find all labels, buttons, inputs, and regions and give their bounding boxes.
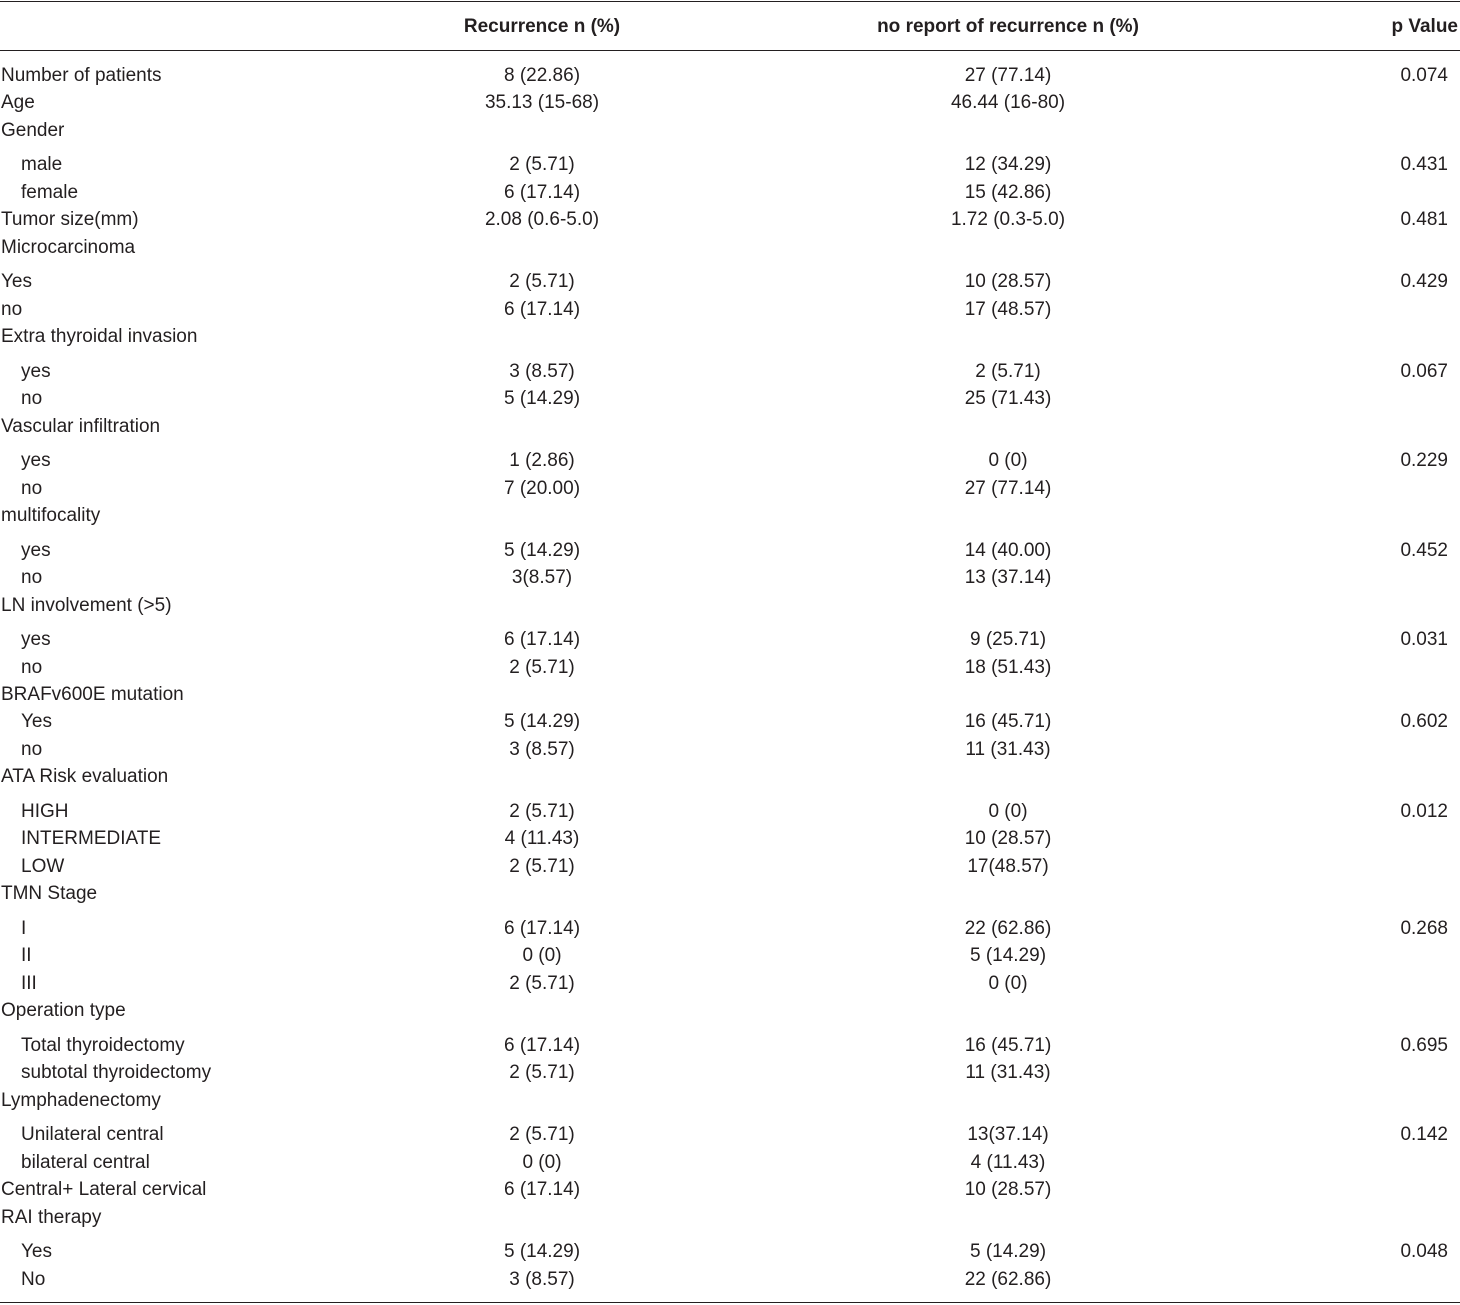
no-recurrence-cell: 17(48.57) [967,856,1049,877]
table-row [0,565,1460,591]
no-recurrence-cell: 11 (31.43) [965,739,1051,760]
row-label-cell: ATA Risk evaluation [1,766,169,787]
table-row [0,207,1460,233]
table-row [0,593,1460,619]
no-recurrence-cell: 11 (31.43) [965,1062,1051,1083]
recurrence-cell: 8 (22.86) [503,65,581,86]
no-recurrence-cell: 0 (0) [988,973,1028,994]
no-recurrence-cell [848,414,1168,440]
table-row [0,1033,1460,1059]
recurrence-cell [382,682,702,708]
table-row [0,737,1460,763]
p-value-cell: 0.142 [1400,1124,1448,1145]
p-value-cell: 0.048 [1400,1241,1448,1262]
no-recurrence-cell [848,998,1168,1024]
no-recurrence-cell [848,1205,1168,1231]
row-label-cell: Microcarcinoma [1,237,136,258]
p-value-cell: 0.429 [1400,271,1448,292]
table-row [0,881,1460,907]
recurrence-cell [382,593,702,619]
row-label-cell: bilateral central [21,1152,150,1173]
recurrence-cell: 6 (17.14) [503,1179,581,1200]
recurrence-cell: 3 (8.57) [509,1269,575,1290]
table-row [0,235,1460,261]
recurrence-cell: 1 (2.86) [509,450,575,471]
row-label-cell: no [21,478,43,499]
table-row [0,359,1460,385]
row-label-cell: Lymphadenectomy [1,1090,161,1111]
recurrence-cell: 6 (17.14) [503,1035,581,1056]
recurrence-cell [382,1088,702,1114]
no-recurrence-cell: 5 (14.29) [969,1241,1047,1262]
table-row [0,118,1460,144]
row-label-cell: no [21,739,43,760]
table-row [0,943,1460,969]
table-row [0,1205,1460,1231]
row-label-cell: III [21,973,37,994]
table-row [0,324,1460,350]
row-label-cell: Tumor size(mm) [1,209,139,230]
recurrence-cell [382,324,702,350]
table-row [0,1060,1460,1086]
p-value-cell: 0.031 [1400,629,1448,650]
recurrence-cell: 3 (8.57) [509,361,575,382]
table-bottom-rule [0,1302,1460,1303]
no-recurrence-cell: 18 (51.43) [964,657,1052,678]
no-recurrence-cell: 16 (45.71) [964,711,1052,732]
table-row [0,63,1460,89]
row-label-cell: yes [21,361,51,382]
recurrence-cell: 5 (14.29) [503,711,581,732]
row-label-cell: Number of patients [1,65,162,86]
table-row [0,627,1460,653]
row-label-cell: yes [21,450,51,471]
no-recurrence-cell: 14 (40.00) [964,540,1052,561]
recurrence-cell: 5 (14.29) [503,1241,581,1262]
row-label-cell: multifocality [1,505,101,526]
no-recurrence-cell: 27 (77.14) [964,65,1052,86]
recurrence-cell [382,118,702,144]
recurrence-cell [382,414,702,440]
no-recurrence-cell [848,881,1168,907]
table-row [0,1150,1460,1176]
table-row [0,180,1460,206]
table-row [0,448,1460,474]
recurrence-cell: 2 (5.71) [509,856,575,877]
no-recurrence-cell: 0 (0) [988,450,1028,471]
no-recurrence-cell: 22 (62.86) [964,1269,1052,1290]
no-recurrence-cell: 10 (28.57) [964,828,1052,849]
no-recurrence-cell [848,503,1168,529]
p-value-cell: 0.012 [1400,801,1448,822]
no-recurrence-cell: 1.72 (0.3-5.0) [950,209,1066,230]
recurrence-cell [382,998,702,1024]
row-label-cell: No [21,1269,46,1290]
recurrence-cell: 2 (5.71) [509,657,575,678]
recurrence-cell: 6 (17.14) [503,182,581,203]
row-label-cell: Age [1,92,35,113]
row-label-cell: Vascular infiltration [1,416,161,437]
table-row [0,682,1460,708]
row-label-cell: subtotal thyroidectomy [21,1062,212,1083]
no-recurrence-cell: 0 (0) [988,801,1028,822]
table-row [0,538,1460,564]
column-header-p-value: p Value [1391,16,1458,37]
no-recurrence-cell: 13(37.14) [967,1124,1049,1145]
column-header-recurrence: Recurrence n (%) [463,16,621,37]
row-label-cell: Yes [21,1241,52,1262]
row-label-cell: LN involvement (>5) [1,595,172,616]
p-value-cell: 0.268 [1400,918,1448,939]
recurrence-cell [382,881,702,907]
recurrence-cell: 6 (17.14) [503,299,581,320]
row-label-cell: HIGH [21,801,69,822]
row-label-cell: female [21,182,79,203]
row-label-cell: I [21,918,27,939]
table-row [0,269,1460,295]
table-row [0,1122,1460,1148]
table-row [0,854,1460,880]
row-label-cell: RAI therapy [1,1207,102,1228]
recurrence-cell: 0 (0) [522,1152,562,1173]
recurrence-cell: 35.13 (15-68) [484,92,600,113]
no-recurrence-cell: 9 (25.71) [969,629,1047,650]
no-recurrence-cell: 10 (28.57) [964,271,1052,292]
row-label-cell: no [21,657,43,678]
recurrence-cell: 2 (5.71) [509,1062,575,1083]
recurrence-cell: 0 (0) [522,945,562,966]
recurrence-cell: 3 (8.57) [509,739,575,760]
p-value-cell: 0.229 [1400,450,1448,471]
table-row [0,799,1460,825]
no-recurrence-cell: 13 (37.14) [964,567,1052,588]
no-recurrence-cell: 27 (77.14) [964,478,1052,499]
recurrence-cell: 2.08 (0.6-5.0) [484,209,600,230]
row-label-cell: no [21,567,43,588]
table-row [0,1088,1460,1114]
table-header-rule [0,50,1460,51]
table-row [0,476,1460,502]
table-row [0,826,1460,852]
recurrence-cell: 5 (14.29) [503,540,581,561]
row-label-cell: LOW [21,856,65,877]
row-label-cell: no [1,299,23,320]
table-top-rule [0,1,1460,2]
table-row [0,386,1460,412]
no-recurrence-cell [848,118,1168,144]
row-label-cell: Extra thyroidal invasion [1,326,198,347]
row-label-cell: yes [21,629,51,650]
recurrence-cell [382,764,702,790]
no-recurrence-cell [848,682,1168,708]
recurrence-cell: 6 (17.14) [503,629,581,650]
recurrence-cell: 2 (5.71) [509,801,575,822]
row-label-cell: Yes [21,711,52,732]
row-label-cell: Operation type [1,1000,126,1021]
table-row [0,971,1460,997]
recurrence-cell: 2 (5.71) [509,154,575,175]
recurrence-cell [382,235,702,261]
row-label-cell: Central+ Lateral cervical [1,1179,207,1200]
p-value-cell: 0.481 [1400,209,1448,230]
table-row [0,655,1460,681]
no-recurrence-cell: 2 (5.71) [975,361,1041,382]
table-row [0,1267,1460,1293]
recurrence-cell: 2 (5.71) [509,973,575,994]
table-row [0,90,1460,116]
recurrence-cell: 2 (5.71) [509,1124,575,1145]
row-label-cell: Unilateral central [21,1124,164,1145]
row-label-cell: Gender [1,120,65,141]
no-recurrence-cell: 25 (71.43) [964,388,1052,409]
no-recurrence-cell [848,764,1168,790]
no-recurrence-cell: 12 (34.29) [964,154,1052,175]
table-row [0,764,1460,790]
row-label-cell: INTERMEDIATE [21,828,162,849]
no-recurrence-cell: 5 (14.29) [969,945,1047,966]
table-row [0,709,1460,735]
p-value-cell: 0.695 [1400,1035,1448,1056]
row-label-cell: no [21,388,43,409]
row-label-cell: Yes [1,271,32,292]
no-recurrence-cell [848,1088,1168,1114]
recurrence-cell: 3(8.57) [511,567,573,588]
table-row [0,297,1460,323]
no-recurrence-cell: 10 (28.57) [964,1179,1052,1200]
table-row [0,414,1460,440]
recurrence-cell: 4 (11.43) [504,828,580,849]
row-label-cell: BRAFv600E mutation [1,684,184,705]
p-value-cell: 0.452 [1400,540,1448,561]
no-recurrence-cell: 46.44 (16-80) [950,92,1066,113]
recurrence-cell: 6 (17.14) [503,918,581,939]
recurrence-cell: 2 (5.71) [509,271,575,292]
no-recurrence-cell [848,235,1168,261]
p-value-cell: 0.431 [1400,154,1448,175]
table-row [0,503,1460,529]
p-value-cell: 0.067 [1400,361,1448,382]
no-recurrence-cell: 4 (11.43) [970,1152,1046,1173]
no-recurrence-cell: 22 (62.86) [964,918,1052,939]
p-value-cell: 0.602 [1400,711,1448,732]
recurrence-cell [382,1205,702,1231]
no-recurrence-cell: 17 (48.57) [964,299,1052,320]
row-label-cell: yes [21,540,51,561]
no-recurrence-cell [848,324,1168,350]
table-row [0,1177,1460,1203]
column-header-no-recurrence: no report of recurrence n (%) [877,16,1139,37]
row-label-cell: male [21,154,63,175]
no-recurrence-cell: 16 (45.71) [964,1035,1052,1056]
p-value-cell: 0.074 [1400,65,1448,86]
recurrence-cell [382,503,702,529]
no-recurrence-cell: 15 (42.86) [964,182,1052,203]
table-row [0,152,1460,178]
recurrence-cell: 5 (14.29) [503,388,581,409]
no-recurrence-cell [848,593,1168,619]
row-label-cell: TMN Stage [1,883,98,904]
row-label-cell: Total thyroidectomy [21,1035,185,1056]
recurrence-cell: 7 (20.00) [503,478,581,499]
row-label-cell: II [21,945,32,966]
table-row [0,916,1460,942]
table-row [0,998,1460,1024]
table-row [0,1239,1460,1265]
